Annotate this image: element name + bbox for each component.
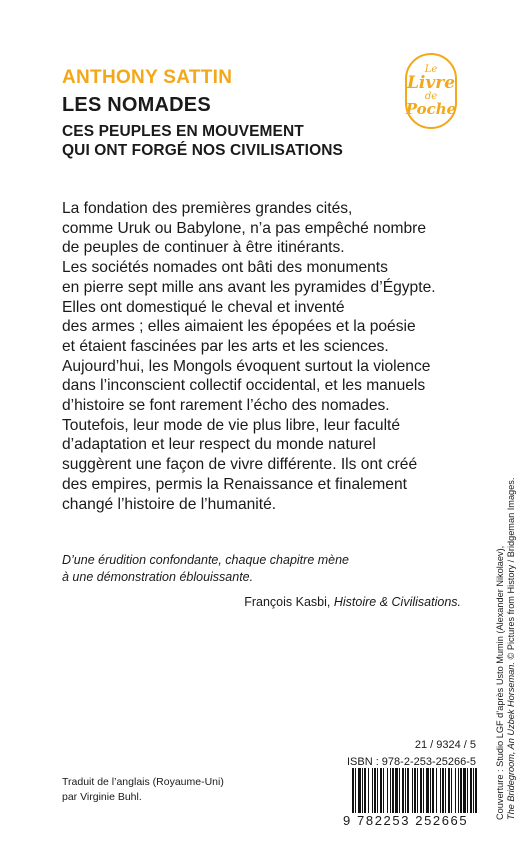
- subtitle-line: CES PEUPLES EN MOUVEMENT: [62, 123, 304, 140]
- translator-credit: [62, 775, 224, 805]
- blurb-line: et étaient fascinées par les arts et les sciences.: [62, 337, 389, 355]
- quote-line: D’une érudition confondante, chaque chapitre mène: [62, 553, 350, 567]
- blurb-line: dans l’inconscient collectif occidental, et les manuels: [62, 377, 426, 395]
- blurb-line: comme Uruk ou Babylone, n’a pas empêché nombre: [62, 219, 427, 237]
- publisher-logo: [405, 53, 457, 129]
- book-subtitle: [62, 122, 343, 160]
- book-title: LES NOMADES: [62, 94, 211, 116]
- blurb-line: de peuples de continuer à être itinérants.: [62, 239, 345, 257]
- credit-line: © Pictures from History / Bridgeman Images.: [506, 477, 516, 663]
- author-name: ANTHONY SATTIN: [62, 67, 233, 88]
- blurb-line: d’histoire se font rarement l’écho des nomades.: [62, 397, 390, 415]
- review-attribution: [0, 595, 461, 609]
- review-quote: [62, 552, 349, 586]
- blurb-line: La fondation des premières grandes cités,: [62, 200, 353, 217]
- credit-line: Couverture : Studio LGF d’après Usto Mumin (Alexander Nikolaev),: [495, 545, 505, 820]
- blurb-line: Aujourd’hui, les Mongols évoquent surtout la violence: [62, 357, 431, 375]
- blurb-line: changé l’histoire de l’humanité.: [62, 495, 277, 513]
- logo-text: Le: [424, 64, 438, 75]
- blurb-line: des empires, permis la Renaissance et finalement: [62, 475, 407, 493]
- subtitle-line: QUI ONT FORGÉ NOS CIVILISATIONS: [62, 142, 343, 159]
- logo-text: Livre: [406, 73, 456, 93]
- critic-name: François Kasbi,: [244, 595, 331, 609]
- publication-name: Histoire & Civilisations.: [333, 595, 461, 609]
- logo-text: Poche: [405, 100, 457, 118]
- blurb-line: Elles ont domestiqué le cheval et inventé: [62, 298, 345, 316]
- blurb-line: Toutefois, leur mode de vie plus libre, leur faculté: [62, 416, 401, 434]
- blurb-line: suggèrent une façon de vivre différente. Ils ont créé: [62, 456, 418, 474]
- translator-line: par Virginie Buhl.: [62, 791, 142, 803]
- blurb-line: d’adaptation et leur respect du monde naturel: [62, 436, 376, 454]
- blurb-line: Les sociétés nomades ont bâti des monuments: [62, 259, 388, 277]
- blurb-line: des armes ; elles aimaient les épopées et la poésie: [62, 318, 416, 336]
- blurb-text: [62, 199, 482, 514]
- blurb-line: en pierre sept mille ans avant les pyramides d’Égypte.: [62, 278, 436, 296]
- price-code: 21 / 9324 / 5: [414, 739, 476, 751]
- logo-text: de: [424, 91, 438, 102]
- isbn-number: ISBN : 978-2-253-25266-5: [346, 756, 476, 768]
- cover-credit: [495, 460, 515, 820]
- translator-line: Traduit de l’anglais (Royaume-Uni): [62, 776, 224, 788]
- quote-line: à une démonstration éblouissante.: [62, 570, 254, 584]
- barcode-digits: 9 782253 252665: [342, 813, 493, 828]
- artwork-title: The Bridegroom, An Uzbek Horseman.: [506, 662, 516, 820]
